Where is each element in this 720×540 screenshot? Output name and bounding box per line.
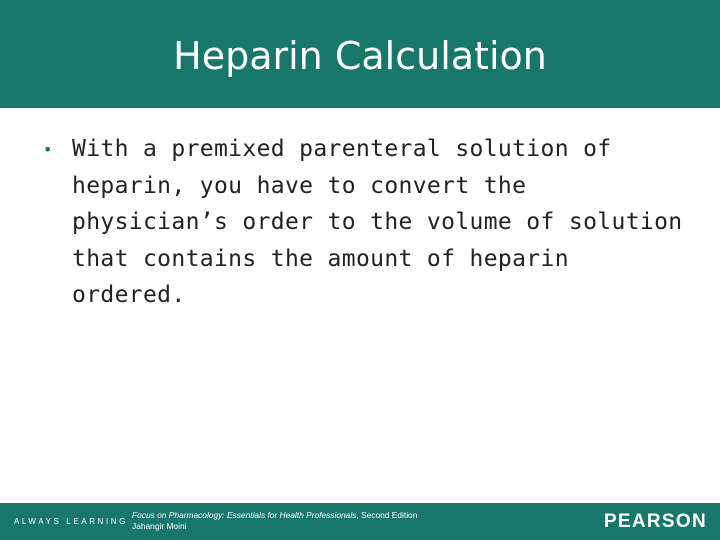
slide-content xyxy=(43,131,683,314)
book-title: Focus on Pharmacology: Essentials for Health Professionals xyxy=(132,510,357,520)
bullet-item xyxy=(43,131,683,314)
book-author: Jahangir Moini xyxy=(132,521,187,531)
bullet-marker: • xyxy=(43,140,53,159)
book-edition: , Second Edition xyxy=(356,510,418,520)
book-citation xyxy=(132,510,417,532)
always-learning-tagline: ALWAYS LEARNING xyxy=(14,517,128,526)
book-title-line xyxy=(132,510,417,521)
pearson-logo: PEARSON xyxy=(603,511,707,532)
bullet-text: With a premixed parenteral solution of heparin, you have to convert the physician’s order to the volume of solution that contains the amount of heparin ordered. xyxy=(72,136,683,308)
title-bar xyxy=(0,0,720,108)
slide-title: Heparin Calculation xyxy=(173,34,547,78)
